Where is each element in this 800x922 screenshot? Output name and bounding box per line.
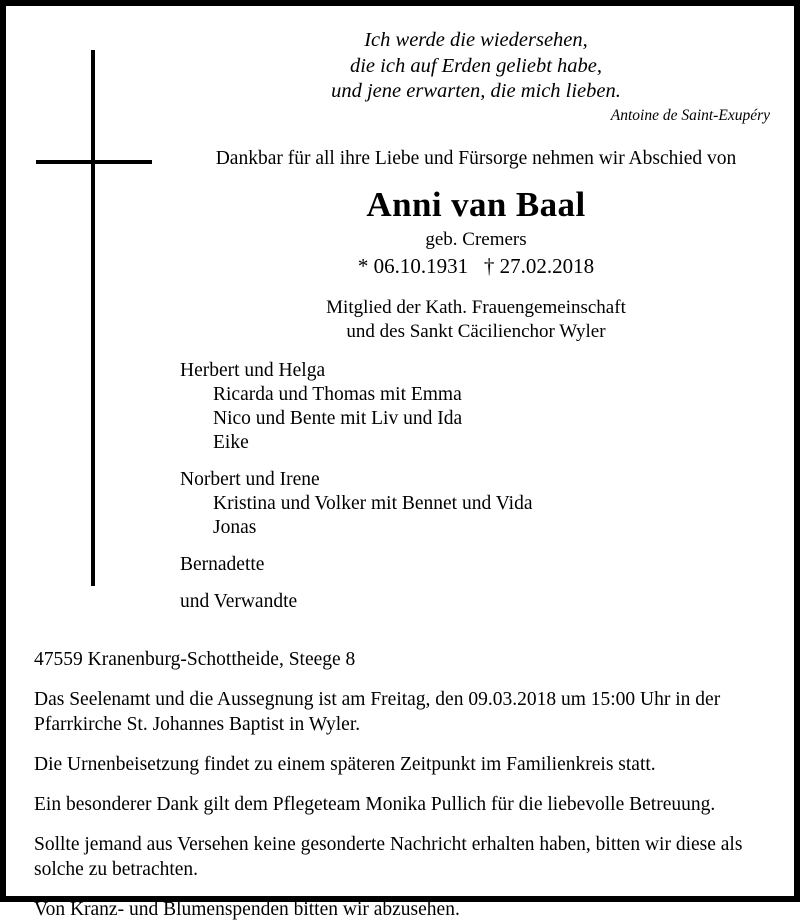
- family-group: [180, 359, 700, 455]
- family-member: Kristina und Volker mit Bennet und Vida: [213, 493, 533, 514]
- notification-note: Sollte jemand aus Versehen keine gesonderte Nachricht erhalten haben, bitten wir diese als solche zu betrachten.: [34, 834, 743, 880]
- family-head: Norbert und Irene: [180, 469, 320, 490]
- quote-attribution: Antoine de Saint-Exupéry: [610, 106, 770, 124]
- flowers-note: Von Kranz- und Blumenspenden bitten wir abzusehen.: [34, 899, 460, 920]
- family-member: Eike: [213, 432, 249, 453]
- relatives-line: und Verwandte: [180, 591, 298, 612]
- family-member: Ricarda und Thomas mit Emma: [213, 384, 462, 405]
- family-member: Nico und Bente mit Liv und Ida: [213, 408, 463, 429]
- survivors-list: [180, 359, 700, 614]
- farewell-lead-line: Dankbar für all ihre Liebe und Fürsorge nehmen wir Abschied von: [215, 147, 737, 169]
- memorial-header: [166, 28, 786, 345]
- burial-details: Die Urnenbeisetzung findet zu einem späteren Zeitpunkt im Familienkreis statt.: [34, 754, 656, 775]
- christian-cross-icon-crossbar: [36, 160, 152, 164]
- family-head: Herbert und Helga: [180, 360, 326, 381]
- membership-info: [166, 296, 786, 345]
- family-group: [180, 553, 700, 577]
- family-head: Bernadette: [180, 554, 265, 575]
- funeral-details: [34, 647, 782, 922]
- service-details: Das Seelenamt und die Aussegnung ist am Freitag, den 09.03.2018 um 15:00 Uhr in der Pfarrkirche St. Johannes Baptist in Wyler.: [34, 689, 721, 735]
- family-group: [180, 468, 700, 540]
- membership-line: Mitglied der Kath. Frauengemeinschaft: [326, 296, 626, 318]
- thanks-note: Ein besonderer Dank gilt dem Pflegeteam Monika Pullich für die liebevolle Betreuung.: [34, 794, 716, 815]
- membership-line: und des Sankt Cäcilienchor Wyler: [346, 321, 606, 342]
- address-line: 47559 Kranenburg-Schottheide, Steege 8: [34, 649, 356, 670]
- family-group: [180, 590, 700, 614]
- maiden-name: geb. Cremers: [425, 228, 527, 250]
- life-dates: * 06.10.1931 † 27.02.2018: [357, 253, 595, 278]
- quote-line: und jene erwarten, die mich lieben.: [331, 80, 621, 102]
- quote-line: die ich auf Erden geliebt habe,: [349, 54, 602, 77]
- family-member: Jonas: [213, 517, 257, 538]
- memorial-quote: [166, 28, 786, 105]
- deceased-name: Anni van Baal: [366, 184, 586, 224]
- quote-line: Ich werde die wiedersehen,: [364, 29, 588, 51]
- christian-cross-icon: [91, 50, 95, 586]
